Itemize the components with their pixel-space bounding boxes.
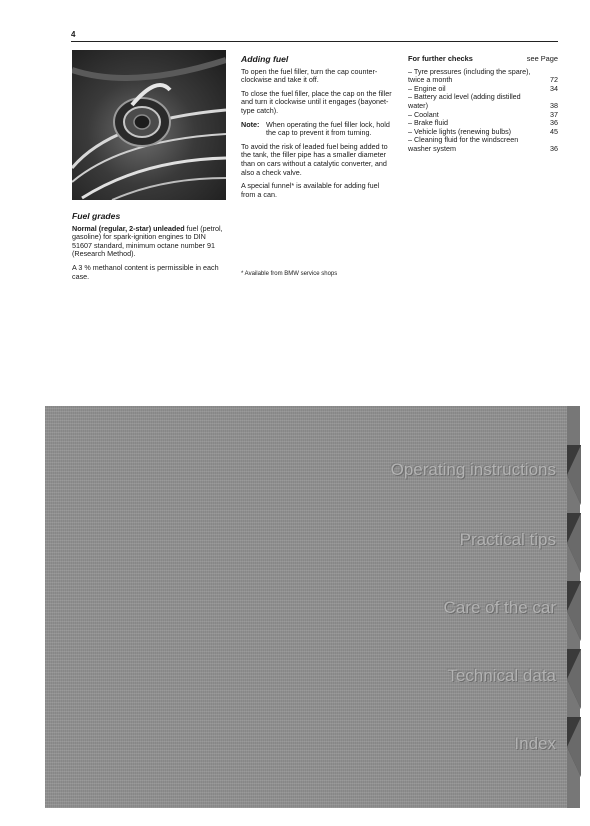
note-text: When operating the fuel filler lock, hold the cap to prevent it from turning. xyxy=(266,119,390,138)
checks-list xyxy=(408,68,558,154)
check-item-page: 36 xyxy=(550,118,558,128)
checks-header xyxy=(408,55,558,64)
fuel-grades-section xyxy=(72,212,227,286)
note-block xyxy=(241,121,393,138)
check-item-text: – Tyre pressures (including the spare), twice a month xyxy=(408,66,531,85)
check-item-page: 45 xyxy=(550,126,558,136)
fuel-filler-photo xyxy=(72,50,226,200)
check-item-text: – Cleaning fluid for the windscreen washer system xyxy=(408,135,519,153)
check-item-text: – Vehicle lights (renewing bulbs) xyxy=(408,126,512,136)
tab-marker-icon[interactable] xyxy=(567,717,581,777)
fuel-grades-text: fuel (petrol, gasoline) for spark-ignition engines to DIN 51607 standard, minimum octane number 91 (Research Method). xyxy=(72,223,223,259)
tab-marker-icon[interactable] xyxy=(567,649,581,709)
footnote: * Available from BMW service shops xyxy=(241,271,338,277)
tab-marker-icon[interactable] xyxy=(567,581,581,641)
header-rule xyxy=(71,41,558,42)
fuel-type-bold: Normal (regular, 2-star) unleaded xyxy=(72,223,185,233)
tab-practical-tips[interactable]: Practical tips xyxy=(459,530,556,549)
tab-index[interactable]: Index xyxy=(514,734,556,753)
leaded-fuel-paragraph: To avoid the risk of leaded fuel being added to the tank, the filler pipe has a smaller diameter than on cars without a catalytic converter, and also a check valve. xyxy=(241,141,388,177)
check-item-text: – Engine oil xyxy=(408,83,446,93)
see-page-label: see Page xyxy=(526,54,558,63)
check-item-page: 37 xyxy=(550,109,558,119)
tab-operating-instructions[interactable]: Operating instructions xyxy=(390,460,556,479)
tab-technical-data[interactable]: Technical data xyxy=(447,666,556,685)
adding-fuel-heading: Adding fuel xyxy=(241,54,289,64)
tab-marker-icon[interactable] xyxy=(567,513,581,573)
check-item-text: – Coolant xyxy=(408,109,439,119)
check-item xyxy=(408,136,558,153)
fuel-grades-heading: Fuel grades xyxy=(72,211,121,221)
note-label: Note: xyxy=(241,119,260,129)
checks-heading: For further checks xyxy=(408,54,473,63)
tab-marker-icon[interactable] xyxy=(567,445,581,505)
check-item xyxy=(408,68,558,85)
tab-care-of-the-car[interactable]: Care of the car xyxy=(443,598,556,617)
fuel-grades-paragraph xyxy=(72,225,227,259)
check-item-page: 34 xyxy=(550,83,558,93)
check-item xyxy=(408,93,558,110)
check-item-page: 36 xyxy=(550,143,558,153)
page-number: 4 xyxy=(71,30,76,39)
check-item-page: 38 xyxy=(550,100,558,110)
close-filler-paragraph: To close the fuel filler, place the cap on the filler and turn it clockwise until it engages (bayonet-type catch). xyxy=(241,88,392,115)
check-item-page: 72 xyxy=(550,75,558,85)
check-item-text: – Brake fluid xyxy=(408,118,448,128)
methanol-paragraph: A 3 % methanol content is permissible in each case. xyxy=(72,262,219,281)
open-filler-paragraph: To open the fuel filler, turn the cap counter-clockwise and take it off. xyxy=(241,66,378,85)
funnel-paragraph: A special funnel* is available for adding fuel from a can. xyxy=(241,181,380,199)
further-checks-section xyxy=(408,55,558,154)
adding-fuel-section xyxy=(241,55,393,204)
check-item-text: – Battery acid level (adding distilled water) xyxy=(408,92,521,110)
